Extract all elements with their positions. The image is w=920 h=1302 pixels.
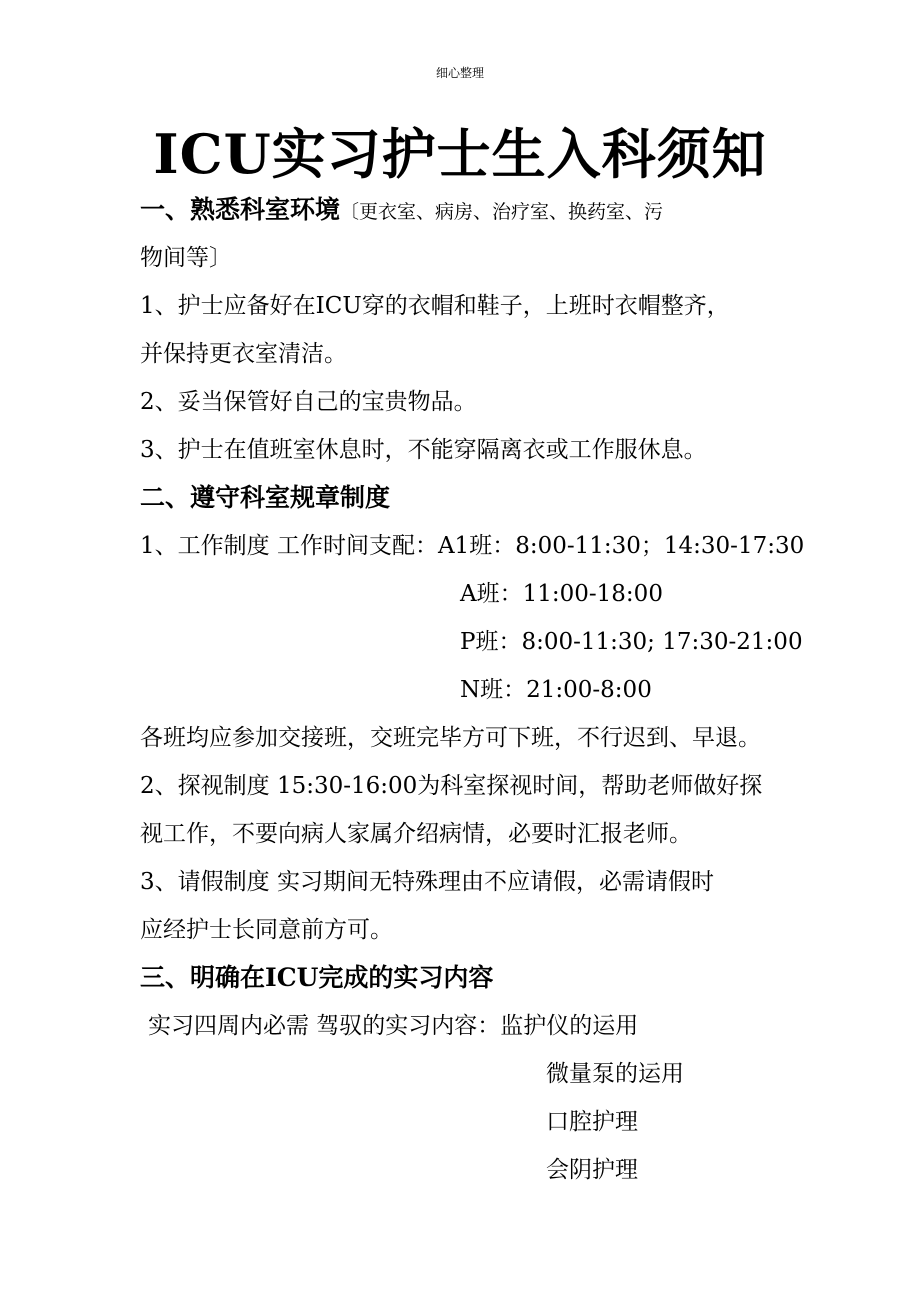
section-1-item: 2、妥当保管好自己的宝贵物品。 [140, 389, 477, 415]
section-1-note: 〔更衣室、病房、治疗室、换药室、污 [340, 201, 664, 223]
section-1-item: 1、护士应备好在ICU穿的衣帽和鞋子，上班时衣帽整齐， [140, 293, 730, 319]
internship-content-item: 口腔护理 [546, 1109, 638, 1135]
shift-n: N班：21:00-8:00 [460, 677, 652, 703]
handover-rule: 各班均应参加交接班，交班完毕方可下班，不行迟到、早退。 [140, 725, 761, 751]
shift-p: P班：8:00-11:30; 17:30-21:00 [460, 629, 803, 655]
visit-rule-cont: 视工作，不要向病人家属介绍病情，必要时汇报老师。 [140, 821, 692, 847]
page-header: 细心整理 [435, 66, 484, 80]
section-1-note-cont: 物间等〕 [140, 245, 232, 271]
section-1-item: 并保持更衣室清洁。 [140, 341, 347, 367]
document-title: ICU实习护士生入科须知 [153, 122, 767, 186]
work-schedule-line: 1、工作制度 工作时间支配：A1班：8:00-11:30；14:30-17:30 [140, 533, 805, 559]
shift-a: A班：11:00-18:00 [460, 581, 663, 607]
internship-content-item: 会阴护理 [546, 1157, 638, 1183]
leave-rule-cont: 应经护士长同意前方可。 [140, 917, 393, 943]
internship-content-item: 微量泵的运用 [546, 1061, 684, 1087]
visit-rule: 2、探视制度 15:30-16:00为科室探视时间，帮助老师做好探 [140, 773, 763, 799]
section-1-line [140, 195, 663, 227]
leave-rule: 3、请假制度 实习期间无特殊理由不应请假，必需请假时 [140, 869, 714, 895]
section-1-heading: 一、熟悉科室环境 [140, 195, 341, 224]
section-3-heading: 三、明确在ICU完成的实习内容 [140, 963, 494, 992]
section-1-item: 3、护士在值班室休息时，不能穿隔离衣或工作服休息。 [140, 437, 707, 463]
section-2-heading: 二、遵守科室规章制度 [140, 483, 391, 512]
internship-content-intro: 实习四周内必需 驾驭的实习内容：监护仪的运用 [148, 1013, 639, 1039]
